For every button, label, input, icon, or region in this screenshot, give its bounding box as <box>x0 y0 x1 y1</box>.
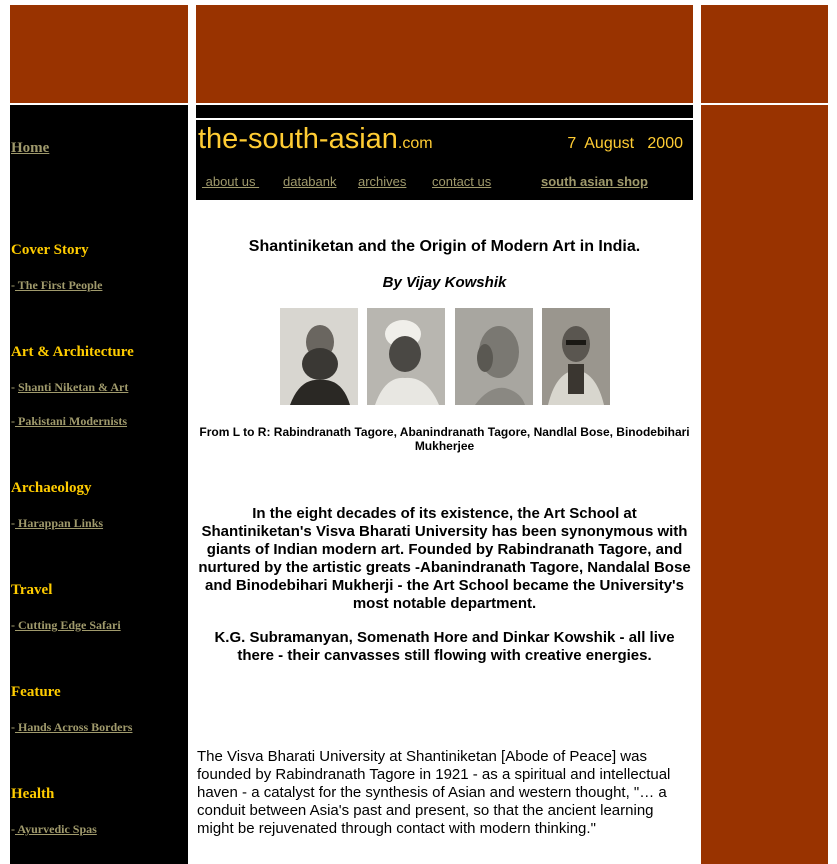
link-harappan-links[interactable]: Harappan Links <box>15 516 104 530</box>
portrait-nandlal-bose <box>455 308 533 405</box>
article-title: Shantiniketan and the Origin of Modern Art in India. <box>248 238 641 255</box>
home-link[interactable]: Home <box>11 140 50 156</box>
portrait-strip <box>280 308 610 405</box>
sidebar-item-the-first-people: - The First People <box>11 278 103 292</box>
body-paragraph: The Visva Bharati University at Shantiniketan [Abode of Peace] was founded by Rabindranath Tagore in 1921 - as a spiritual and intellectual haven - a catalyst for the synthesis of Asian and western thought, "… a conduit between Asia's past and present, so that the ancient learning might be rejuvenated through contact with modern thinking." <box>197 748 671 837</box>
nav-archives[interactable]: archives <box>358 174 407 189</box>
link-the-first-people[interactable]: The First People <box>15 278 103 292</box>
section-title-health: Health <box>11 786 55 802</box>
sidebar-item-hands-across-borders: - Hands Across Borders <box>11 720 133 734</box>
link-hands-across-borders[interactable]: Hands Across Borders <box>15 720 133 734</box>
section-title-art-architecture: Art & Architecture <box>11 344 134 360</box>
sidebar-item-pakistani-modernists: - Pakistani Modernists <box>11 414 128 428</box>
link-pakistani-modernists[interactable]: Pakistani Modernists <box>15 414 128 428</box>
article-byline: By Vijay Kowshik <box>382 274 507 291</box>
lead-paragraph-2: K.G. Subramanyan, Somenath Hore and Dinkar Kowshik - all live there - their canvasses still flowing with creative energies. <box>214 629 675 664</box>
section-title-archaeology: Archaeology <box>11 480 92 496</box>
portrait-rabindranath-tagore <box>280 308 358 405</box>
issue-date: 7 August 2000 <box>567 135 683 152</box>
sidebar-item-shanti-niketan: - Shanti Niketan & Art <box>11 380 129 394</box>
right-column <box>701 5 828 864</box>
sidebar-item-harappan-links: - Harappan Links <box>11 516 104 530</box>
top-banner <box>196 5 693 103</box>
logo-main: the-south-asian <box>198 123 398 155</box>
right-column-divider <box>701 103 828 105</box>
portrait-abanindranath-tagore <box>367 308 445 405</box>
section-title-feature: Feature <box>11 684 61 700</box>
sidebar <box>10 105 188 864</box>
link-ayurvedic-spas[interactable]: Ayurvedic Spas <box>15 822 97 836</box>
top-left-banner <box>10 5 188 103</box>
section-title-travel: Travel <box>11 582 53 598</box>
nav-contact-us[interactable]: contact us <box>432 174 492 189</box>
nav-about-us[interactable]: about us <box>202 174 260 189</box>
site-logo[interactable] <box>198 123 433 156</box>
logo-suffix: .com <box>397 135 433 152</box>
photo-caption: From L to R: Rabindranath Tagore, Abanindranath Tagore, Nandlal Bose, Binodebihari Mukherjee <box>199 425 690 453</box>
nav-south-asian-shop[interactable]: south asian shop <box>541 174 648 189</box>
link-cutting-edge-safari[interactable]: Cutting Edge Safari <box>15 618 121 632</box>
lead-paragraph-1: In the eight decades of its existence, the Art School at Shantiniketan's Visva Bharati University has been synonymous with giants of Indian modern art. Founded by Rabindranath Tagore, and nurtured by the artistic greats -Abanindranath Tagore, Nandalal Bose and Binodebihari Mukherji - the Art School became the University's most notable department. <box>198 505 691 612</box>
portrait-binodebihari-mukherjee <box>542 308 620 405</box>
sidebar-item-ayurvedic-spas: - Ayurvedic Spas <box>11 822 97 836</box>
link-shanti-niketan-art[interactable]: Shanti Niketan & Art <box>18 380 129 394</box>
nav-databank[interactable]: databank <box>283 174 337 189</box>
header-divider <box>196 118 693 120</box>
section-title-cover-story: Cover Story <box>11 242 89 258</box>
main-content <box>196 200 693 864</box>
sidebar-item-cutting-edge-safari: - Cutting Edge Safari <box>11 618 121 632</box>
